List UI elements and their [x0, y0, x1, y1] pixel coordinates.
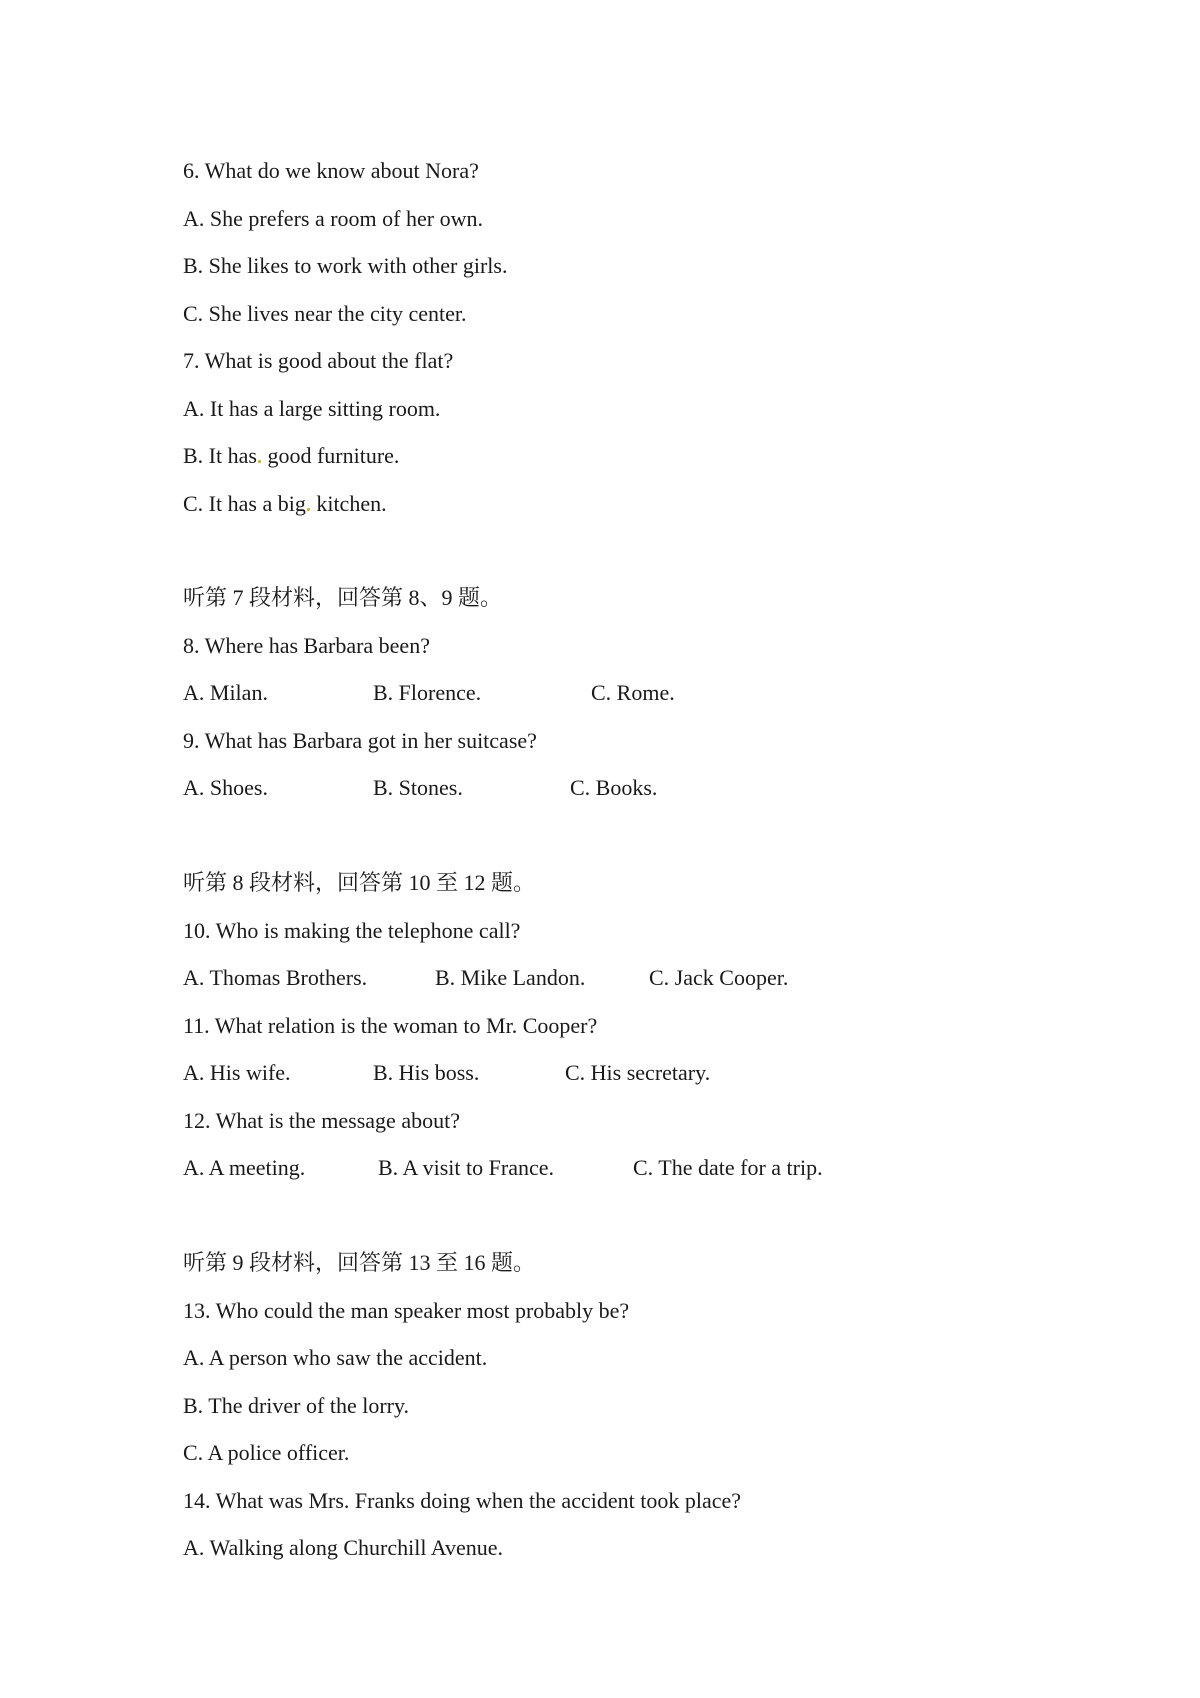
q10-option-c: C. Jack Cooper. — [649, 965, 789, 990]
q6-option-c: C. She lives near the city center. — [183, 301, 467, 326]
q13-option-b: B. The driver of the lorry. — [183, 1393, 410, 1418]
section-8-heading: 听第 8 段材料，回答第 10 至 12 题。 — [183, 870, 536, 895]
q11-option-b: B. His boss. — [373, 1060, 480, 1085]
question-8: 8. Where has Barbara been? — [183, 633, 430, 658]
question-10: 10. Who is making the telephone call? — [183, 918, 521, 943]
q10-option-a: A. Thomas Brothers. — [183, 965, 368, 990]
q12-option-b: B. A visit to France. — [378, 1155, 554, 1180]
q13-option-c: C. A police officer. — [183, 1440, 350, 1465]
mark-dot-icon — [307, 508, 310, 511]
q7-option-c — [183, 491, 387, 517]
q13-option-a: A. A person who saw the accident. — [183, 1345, 488, 1370]
q7-option-b — [183, 443, 399, 469]
q9-option-c: C. Books. — [570, 775, 658, 800]
section-7-heading: 听第 7 段材料，回答第 8、9 题。 — [183, 585, 503, 610]
q12-option-c: C. The date for a trip. — [633, 1155, 823, 1180]
q6-option-a: A. She prefers a room of her own. — [183, 206, 483, 231]
q14-option-a: A. Walking along Churchill Avenue. — [183, 1535, 504, 1560]
q10-option-b: B. Mike Landon. — [435, 965, 586, 990]
q7-option-a: A. It has a large sitting room. — [183, 396, 441, 421]
section-9-heading: 听第 9 段材料，回答第 13 至 16 题。 — [183, 1250, 536, 1275]
q7-option-c-part1: C. It has a big — [183, 491, 306, 516]
q7-option-b-part2: good furniture. — [261, 443, 400, 468]
q11-option-a: A. His wife. — [183, 1060, 291, 1085]
q8-option-c: C. Rome. — [591, 680, 675, 705]
question-7: 7. What is good about the flat? — [183, 348, 454, 373]
question-11: 11. What relation is the woman to Mr. Cooper? — [183, 1013, 598, 1038]
q7-option-c-part2: kitchen. — [310, 491, 387, 516]
q8-option-b: B. Florence. — [373, 680, 482, 705]
question-13: 13. Who could the man speaker most probably be? — [183, 1298, 630, 1323]
q7-option-b-part1: B. It has — [183, 443, 257, 468]
q9-option-a: A. Shoes. — [183, 775, 268, 800]
mark-dot-icon — [258, 460, 261, 463]
question-9: 9. What has Barbara got in her suitcase? — [183, 728, 537, 753]
q8-option-a: A. Milan. — [183, 680, 268, 705]
q9-option-b: B. Stones. — [373, 775, 463, 800]
q6-option-b: B. She likes to work with other girls. — [183, 253, 508, 278]
question-12: 12. What is the message about? — [183, 1108, 460, 1133]
q11-option-c: C. His secretary. — [565, 1060, 711, 1085]
q12-option-a: A. A meeting. — [183, 1155, 306, 1180]
question-6: 6. What do we know about Nora? — [183, 158, 479, 183]
question-14: 14. What was Mrs. Franks doing when the accident took place? — [183, 1488, 742, 1513]
